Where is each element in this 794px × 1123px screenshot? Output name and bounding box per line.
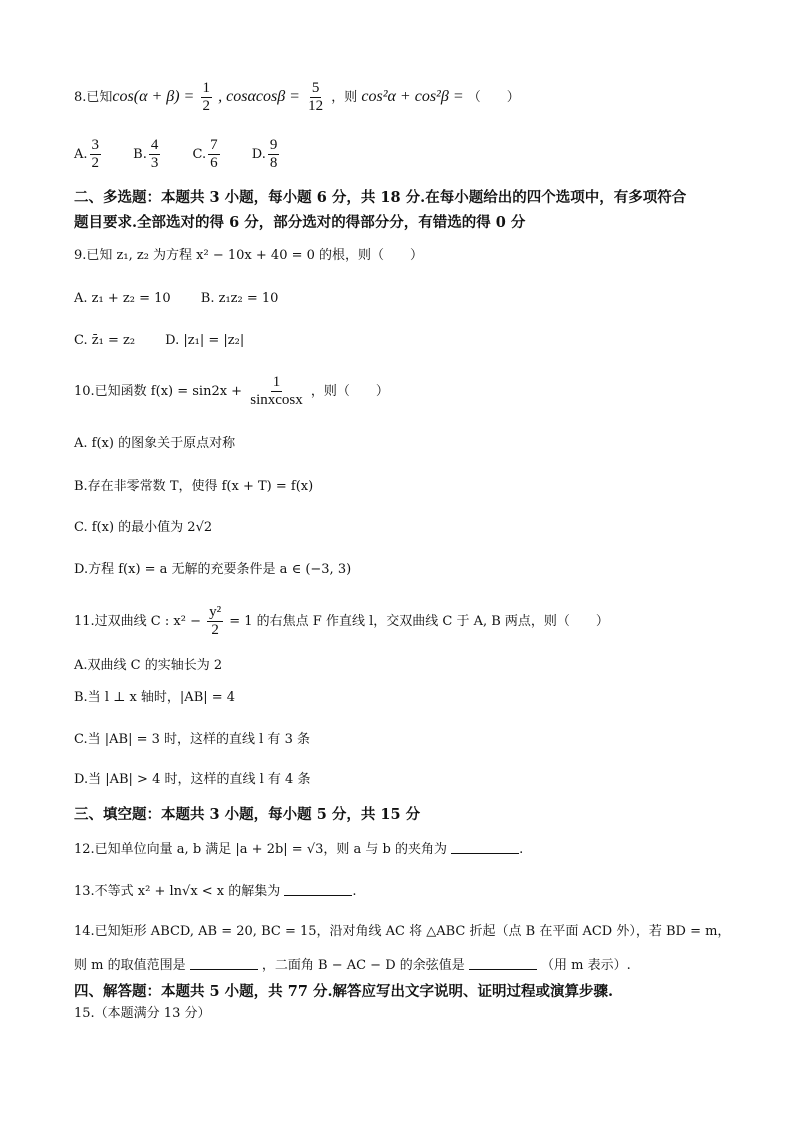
- q14-line2: [74, 956, 631, 976]
- q14-line2c: （用 m 表示）.: [541, 958, 631, 973]
- q11-option-a: A.双曲线 C 的实轴长为 2: [74, 658, 223, 673]
- q9-options-row2: [74, 331, 270, 351]
- q13-line: [74, 882, 357, 902]
- q8-stem: [74, 80, 520, 115]
- q10-option-c: C. f(x) 的最小值为 2√2: [74, 520, 213, 535]
- q10-option-b: B.存在非零常数 T，使得 f(x + T) = f(x): [74, 479, 314, 494]
- section-2-heading-line2: 题目要求.全部选对的得 6 分，部分选对的得部分分，有错选的得 0 分: [74, 214, 526, 231]
- q11-option-d: D.当 |AB| > 4 时，这样的直线 l 有 4 条: [74, 772, 311, 787]
- q15-heading: 15.（本题满分 13 分）: [74, 1006, 211, 1021]
- q10-option-d: D.方程 f(x) = a 无解的充要条件是 a ∈ (−3, 3): [74, 562, 352, 577]
- q12-line: [74, 840, 523, 860]
- q8-fraction-2: $\frac{5}{12}$: [308, 80, 324, 114]
- q10-option-a: A. f(x) 的图象关于原点对称: [74, 436, 236, 451]
- q8-option-d: D. $\frac{9}{8}$: [251, 137, 278, 171]
- q9-option-d: D. |z₁| = |z₂|: [165, 333, 245, 348]
- q14-answer-blank-2[interactable]: [469, 956, 537, 970]
- q8-ask-expr: cos²α + cos²β =: [361, 88, 464, 105]
- q11-stem-suffix: = 1 的右焦点 F 作直线 l，交双曲线 C 于 A, B 两点，则（ ）: [229, 614, 609, 629]
- q11-stem-prefix: 11.过双曲线 C : x² −: [74, 614, 201, 629]
- q8-prefix: 8.已知: [74, 90, 113, 105]
- q10-stem-suffix: ，则（ ）: [310, 384, 389, 399]
- q8-option-b: B. $\frac{4}{3}$: [133, 137, 159, 171]
- q13-answer-blank[interactable]: [284, 882, 352, 896]
- q9-option-b: B. z₁z₂ = 10: [200, 291, 279, 306]
- q14-answer-blank-1[interactable]: [190, 956, 258, 970]
- q8-option-c: C. $\frac{7}{6}$: [192, 137, 218, 171]
- q10-stem-prefix: 10.已知函数 f(x) = sin2x +: [74, 384, 243, 399]
- q8-cos-prod: , cosαcosβ =: [218, 88, 300, 105]
- q8-cos-lhs: cos(α + β) =: [112, 88, 195, 105]
- q11-option-b: B.当 l ⊥ x 轴时，|AB| = 4: [74, 690, 236, 705]
- q10-stem: [74, 374, 389, 409]
- q9-option-c: C. z̄₁ = z₂: [74, 333, 136, 348]
- section-2-heading-line1: 二、多选题：本题共 3 小题，每小题 6 分，共 18 分.在每小题给出的四个选项中，有多项符合: [74, 189, 687, 206]
- q14-line2b: ，二面角 B − AC − D 的余弦值是: [261, 958, 465, 973]
- q9-option-a: A. z₁ + z₂ = 10: [74, 291, 171, 306]
- q11-option-c: C.当 |AB| = 3 时，这样的直线 l 有 3 条: [74, 732, 310, 747]
- q12-text: 12.已知单位向量 a, b 满足 |a + 2b| = √3，则 a 与 b 的夹角为: [74, 842, 447, 857]
- q8-ask-prefix: ，则: [331, 90, 358, 105]
- section-4-heading: 四、解答题：本题共 5 小题，共 77 分.解答应写出文字说明、证明过程或演算步骤.: [74, 983, 614, 1000]
- q11-stem: [74, 604, 609, 639]
- q12-answer-blank[interactable]: [451, 840, 519, 854]
- q11-fraction: $\frac{\text{y²}}{2}$: [209, 604, 222, 638]
- q8-paren: （ ）: [467, 90, 520, 105]
- q12-end: .: [519, 842, 524, 857]
- q8-option-a: A. $\frac{3}{2}$: [74, 137, 100, 171]
- q9-options-row1: [74, 289, 304, 309]
- q14-line1: 14.已知矩形 ABCD, AB = 20, BC = 15，沿对角线 AC 将 △ABC 折起（点 B 在平面 ACD 外），若 BD = m，: [74, 924, 731, 939]
- section-3-heading: 三、填空题：本题共 3 小题，每小题 5 分，共 15 分: [74, 806, 421, 823]
- q8-options: [74, 137, 307, 173]
- q9-stem: 9.已知 z₁, z₂ 为方程 x² − 10x + 40 = 0 的根，则（ ）: [74, 248, 424, 263]
- q14-line2a: 则 m 的取值范围是: [74, 958, 186, 973]
- q13-end: .: [352, 884, 357, 899]
- q10-fraction: $\frac{1}{\text{sinxcosx}}$: [250, 374, 303, 408]
- q8-fraction-1: $\frac{1}{2}$: [202, 80, 210, 114]
- q13-text: 13.不等式 x² + ln√x < x 的解集为: [74, 884, 281, 899]
